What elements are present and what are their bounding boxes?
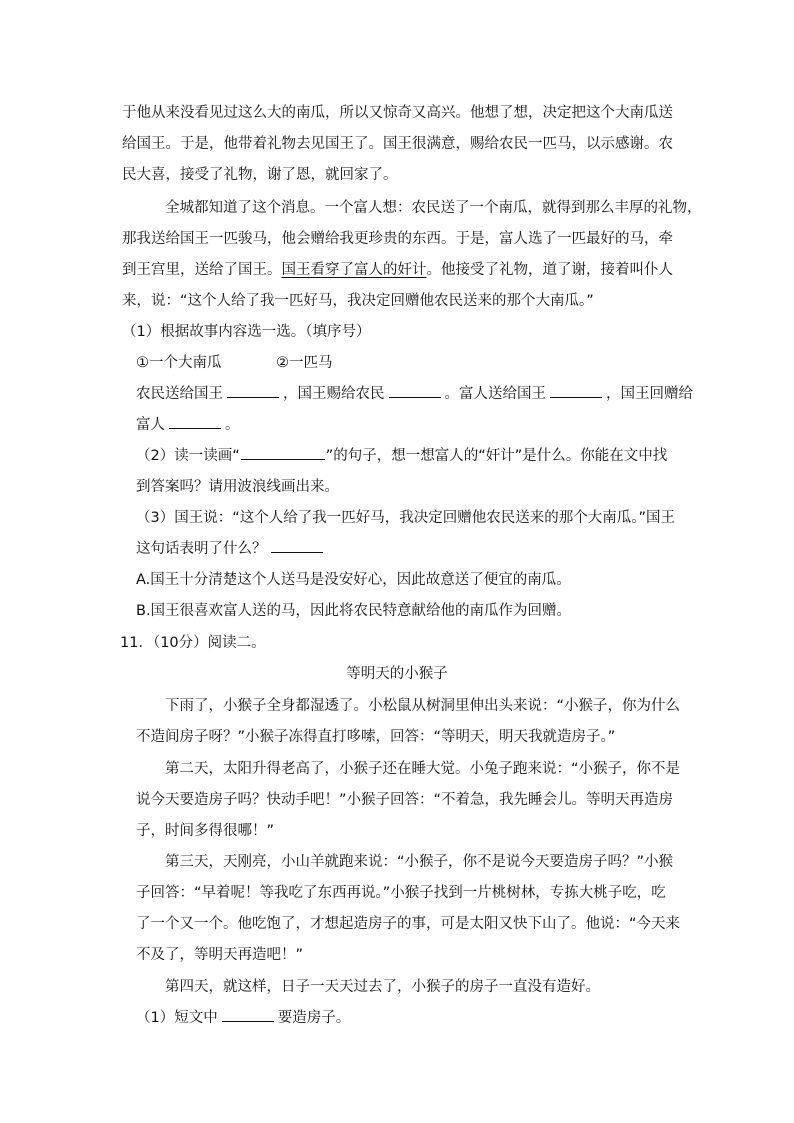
text-segment: ，国王回赠给 (606, 386, 693, 402)
text-segment: ”的句子，想一想富人的“奸计”是什么。你能在文中找 (325, 448, 668, 464)
passage2-line: 子，时间多得很哪！” (136, 823, 275, 839)
option-2: ②一匹马 (276, 355, 333, 371)
text-segment: 。他接受了礼物，道了谢，接着叫仆人 (426, 262, 673, 278)
answer-option-b: B.国王很喜欢富人送的马，因此将农民特意献给他的南瓜作为回赠。 (136, 603, 572, 619)
question-line (136, 1008, 350, 1028)
answer-option-a: A.国王十分清楚这个人送马是没安好心，因此故意送了便宜的南瓜。 (136, 572, 571, 588)
fill-line (136, 384, 693, 404)
passage2-line: 不造间房子呀？”小猴子冻得直打哆嗦，回答：“等明天，明天我就造房子。” (136, 729, 616, 745)
answer-blank[interactable] (222, 1009, 274, 1022)
passage2-line: 子回答：“早着呢！等我吃了东西再说。”小猴子找到一片桃树林，专拣大桃子吃，吃 (136, 885, 666, 901)
text-segment: 农民送给国王 (136, 386, 223, 402)
passage1-line: 全城都知道了这个消息。一个富人想：农民送了一个南瓜，就得到那么丰厚的礼物， (165, 200, 702, 216)
passage2-line: 第二天，太阳升得老高了，小猴子还在睡大觉。小兔子跑来说：“小猴子，你不是 (165, 761, 681, 777)
option-1: ①一个大南瓜 (136, 355, 222, 371)
text-segment: 富人 (136, 417, 165, 433)
item-header: 11．（10分）阅读二。 (120, 635, 266, 651)
text-segment: 。 (225, 417, 240, 433)
underlined-sentence: 国王看穿了富人的奸计 (281, 262, 427, 278)
passage1-line (122, 260, 673, 280)
text-segment: 这句话表明了什么？ (136, 541, 267, 557)
underline-sample (241, 447, 325, 460)
answer-blank[interactable] (169, 416, 221, 429)
answer-blank[interactable] (227, 385, 279, 398)
text-segment: 。富人送给国王 (444, 386, 546, 402)
passage1-line: 于他从来没看见过这么大的南瓜，所以又惊奇又高兴。他想了想，决定把这个大南瓜送 (122, 105, 673, 121)
text-segment: 到王宫里，送给了国王。 (122, 262, 282, 278)
passage2-line: 第三天，天刚亮，小山羊就跑来说：“小猴子，你不是说今天要造房子吗？”小猴 (165, 854, 674, 870)
question-label: （1）根据故事内容选一选。（填序号） (122, 324, 371, 340)
passage1-line: 那我送给国王一匹骏马，他会赠给我更珍贵的东西。于是，富人选了一匹最好的马，牵 (122, 231, 673, 247)
answer-blank[interactable] (550, 385, 602, 398)
passage2-line: 了一个又一个。他吃饱了，才想起造房子的事，可是太阳又快下山了。他说：“今天来 (136, 916, 681, 932)
passage1-line: 来，说：“这个人给了我一匹好马，我决定回赠他农民送来的那个大南瓜。” (122, 293, 594, 309)
passage-title: 等明天的小猴子 (346, 666, 448, 682)
passage2-line: 说今天要造房子吗？快动手吧！”小猴子回答：“不着急，我先睡会儿。等明天再造房 (136, 792, 674, 808)
question-line: 到答案吗？请用波浪线画出来。 (136, 479, 339, 495)
passage2-line: 不及了，等明天再造吧！” (136, 947, 304, 963)
text-segment: （1）短文中 (136, 1010, 218, 1026)
text-segment: （2）读一读画“ (136, 448, 240, 464)
text-segment: 要造房子。 (277, 1010, 351, 1026)
passage1-line: 民大喜，接受了礼物，谢了恩，就回家了。 (122, 167, 398, 183)
text-segment: ，国王赐给农民 (283, 386, 385, 402)
answer-blank[interactable] (389, 385, 441, 398)
question-line (136, 446, 667, 466)
passage2-line: 下雨了，小猴子全身都湿透了。小松鼠从树洞里伸出头来说：“小猴子，你为什么 (165, 698, 681, 714)
passage2-line: 第四天，就这样，日子一天天过去了，小猴子的房子一直没有造好。 (165, 979, 600, 995)
question-line (136, 539, 327, 559)
passage1-line: 给国王。于是，他带着礼物去见国王了。国王很满意，赐给农民一匹马，以示感谢。农 (122, 136, 673, 152)
question-line: （3）国王说：“这个人给了我一匹好马，我决定回赠他农民送来的那个大南瓜。”国王 (136, 510, 675, 526)
fill-line (136, 415, 240, 435)
answer-blank[interactable] (271, 540, 323, 553)
